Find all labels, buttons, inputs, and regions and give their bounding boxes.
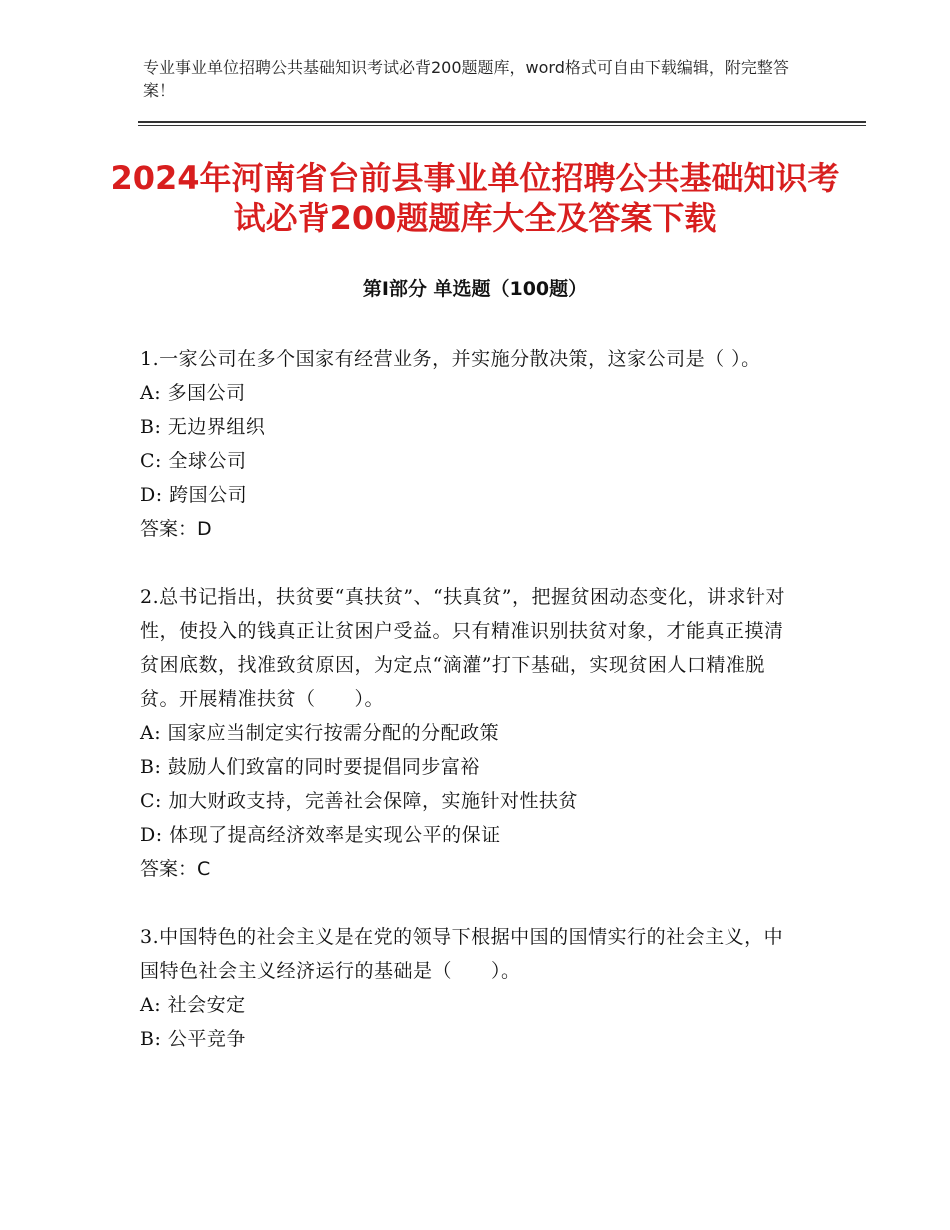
- question-stem: 2.总书记指出，扶贫要“真扶贫”、“扶真贫”，把握贫困动态变化，讲求针对性，使投入的钱真正让贫困户受益。只有精准识别扶贫对象，才能真正摸清贫困底数，找准致贫原因，为定点“滴灌”打下基础，实现贫困人口精准脱贫。开展精准扶贫（ ）。: [140, 586, 785, 710]
- option-d: D: 体现了提高经济效率是实现公平的保证: [140, 824, 501, 846]
- option-a: A: 多国公司: [140, 382, 246, 404]
- header-divider-thick: [138, 121, 866, 123]
- option-a: A: 国家应当制定实行按需分配的分配政策: [140, 722, 500, 744]
- question-2: [140, 580, 800, 886]
- question-stem: 1.一家公司在多个国家有经营业务，并实施分散决策，这家公司是（ ）。: [140, 348, 761, 370]
- option-d: D: 跨国公司: [140, 484, 248, 506]
- question-3: [140, 920, 800, 1056]
- document-title: 2024年河南省台前县事业单位招聘公共基础知识考试必背200题题库大全及答案下载: [110, 159, 840, 237]
- answer-line: 答案：C: [140, 858, 211, 880]
- header-note: 专业事业单位招聘公共基础知识考试必背200题题库，word格式可自由下载编辑，附完整答案！: [143, 58, 789, 100]
- option-c: C: 加大财政支持，完善社会保障，实施针对性扶贫: [140, 790, 578, 812]
- question-1: [140, 342, 800, 546]
- option-b: B: 公平竞争: [140, 1028, 246, 1050]
- option-c: C: 全球公司: [140, 450, 247, 472]
- option-a: A: 社会安定: [140, 994, 246, 1016]
- option-b: B: 鼓励人们致富的同时要提倡同步富裕: [140, 756, 480, 778]
- question-stem: 3.中国特色的社会主义是在党的领导下根据中国的国情实行的社会主义，中国特色社会主义经济运行的基础是（ ）。: [140, 926, 784, 982]
- question-list: [140, 342, 800, 1090]
- answer-line: 答案：D: [140, 518, 212, 540]
- header-divider-thin: [138, 125, 866, 126]
- section-heading: 第Ⅰ部分 单选题（100题）: [362, 278, 588, 300]
- option-b: B: 无边界组织: [140, 416, 266, 438]
